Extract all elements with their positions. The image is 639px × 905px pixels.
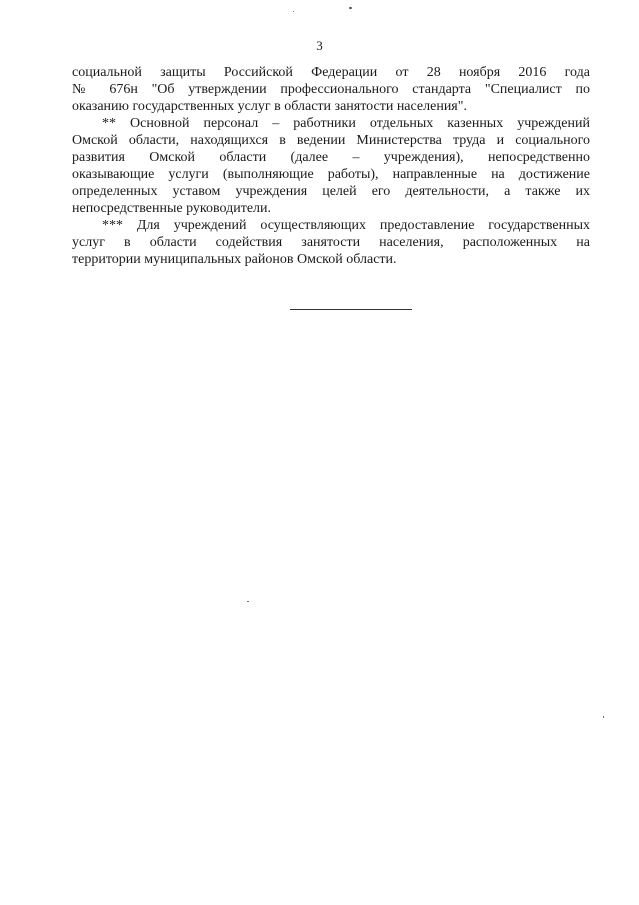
text-line-9: непосредственные руководители.	[72, 201, 272, 216]
text-line-7: оказывающие услуги (выполняющие работы), направленные на достижение	[72, 167, 590, 182]
text-line-5: Омской области, находящихся в ведении Министерства труда и социального	[72, 133, 590, 148]
scan-speck	[603, 716, 604, 718]
text-line-8: определенных уставом учреждения целей его деятельности, а также их	[72, 184, 590, 199]
text-line-6: развития Омской области (далее – учреждения), непосредственно	[72, 150, 590, 165]
scan-speck	[293, 11, 294, 12]
text-line-11: услуг в области содействия занятости населения, расположенных на	[72, 235, 590, 250]
scan-speck	[349, 7, 352, 9]
text-line-4: ** Основной персонал – работники отдельных казенных учреждений	[102, 116, 590, 131]
end-separator-line	[290, 309, 412, 310]
scan-speck	[247, 601, 249, 602]
text-line-1: социальной защиты Российской Федерации от 28 ноября 2016 года	[72, 65, 590, 80]
footnotes-text	[72, 64, 590, 268]
page-number: 3	[316, 38, 323, 53]
text-line-10: *** Для учреждений осуществляющих предоставление государственных	[102, 218, 590, 233]
text-line-3: оказанию государственных услуг в области занятости населения".	[72, 99, 467, 114]
text-line-2: № 676н "Об утверждении профессионального стандарта "Специалист по	[72, 82, 590, 97]
text-line-12: территории муниципальных районов Омской области.	[72, 252, 397, 267]
